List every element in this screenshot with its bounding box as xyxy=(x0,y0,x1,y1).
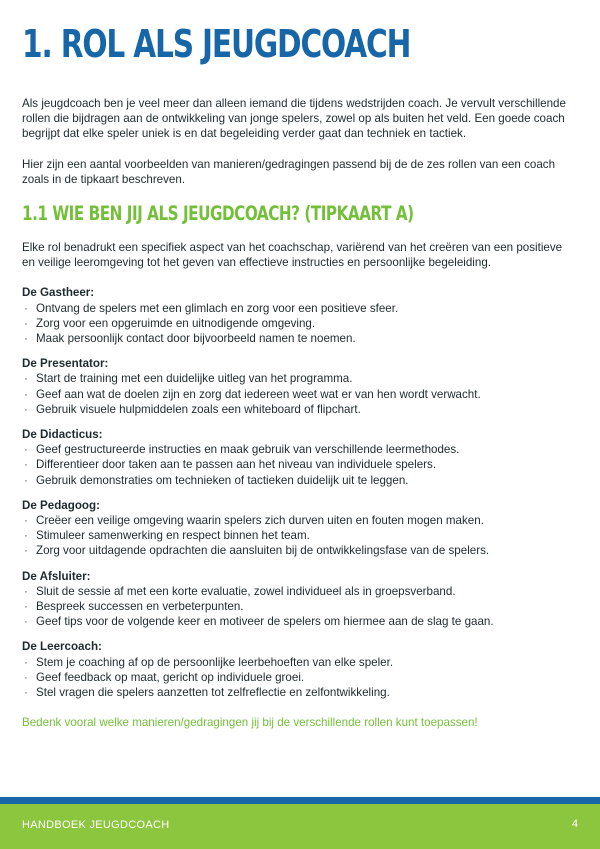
list-item: · Bespreek successen en verbeterpunten. xyxy=(24,600,244,614)
list-item: · Geef feedback op maat, gericht op individuele groei. xyxy=(24,670,305,684)
footer-divider xyxy=(0,797,600,804)
section-intro: Elke rol benadrukt een specifiek aspect van het coachschap, variërend van het creëren van een positieve en veilige leeromgeving tot het geven van effectieve instructies en persoonlijke begeleiding. xyxy=(22,241,563,270)
bullet-icon: · xyxy=(24,316,28,330)
bullet-icon: · xyxy=(24,443,28,457)
list-item: · Zorg voor een opgeruimde en uitnodigende omgeving. xyxy=(24,316,316,330)
list-item: · Geef aan wat de doelen zijn en zorg dat iedereen weet wat er van hen wordt verwacht. xyxy=(24,387,481,401)
bullet-icon: · xyxy=(24,458,28,472)
list-item: · Stimuleer samenwerking en respect binnen het team. xyxy=(24,529,310,543)
role-pedagoog xyxy=(22,498,570,559)
bullet-icon: · xyxy=(24,686,28,700)
list-item: · Stel vragen die spelers aanzetten tot zelfreflectie en zelfontwikkeling. xyxy=(24,686,390,700)
bullet-icon: · xyxy=(24,301,28,315)
list-item: · Ontvang de spelers met een glimlach en zorg voor een positieve sfeer. xyxy=(24,301,399,315)
list-item: · Gebruik demonstraties om technieken of tactieken duidelijk uit te leggen. xyxy=(24,473,409,487)
bullet-icon: · xyxy=(24,544,28,558)
bullet-icon: · xyxy=(24,584,28,598)
list-item: · Zorg voor uitdagende opdrachten die aansluiten bij de ontwikkelingsfase van de spelers. xyxy=(24,544,490,558)
role-presentator xyxy=(22,356,570,417)
role-gastheer xyxy=(22,285,570,346)
bullet-icon: · xyxy=(24,615,28,629)
bullet-icon: · xyxy=(24,372,28,386)
page-number: 4 xyxy=(571,818,578,830)
role-didacticus xyxy=(22,427,570,488)
role-list xyxy=(22,655,570,701)
page-content xyxy=(22,96,570,731)
role-afsluiter xyxy=(22,569,570,630)
role-title: De Didacticus: xyxy=(22,428,103,442)
role-list xyxy=(22,442,570,488)
closing-note: Bedenk vooral welke manieren/gedragingen jij bij de verschillende rollen kunt toepassen! xyxy=(22,716,478,730)
role-title: De Leercoach: xyxy=(22,640,102,654)
list-item: · Start de training met een duidelijke uitleg van het programma. xyxy=(24,372,353,386)
role-list xyxy=(22,301,570,347)
list-item: · Geef gestructureerde instructies en maak gebruik van verschillende leermethodes. xyxy=(24,443,460,457)
list-item: · Stem je coaching af op de persoonlijke leerbehoeften van elke speler. xyxy=(24,655,394,669)
page-footer xyxy=(0,804,600,849)
bullet-icon: · xyxy=(24,600,28,614)
page-title: 1. ROL ALS JEUGDCOACH xyxy=(22,22,411,66)
bullet-icon: · xyxy=(24,529,28,543)
list-item: · Differentieer door taken aan te passen aan het niveau van individuele spelers. xyxy=(24,458,437,472)
role-title: De Presentator: xyxy=(22,357,109,371)
role-list xyxy=(22,513,570,559)
role-title: De Afsluiter: xyxy=(22,569,91,583)
bullet-icon: · xyxy=(24,655,28,669)
bullet-icon: · xyxy=(24,402,28,416)
list-item: · Creëer een veilige omgeving waarin spelers zich durven uiten en fouten mogen maken. xyxy=(24,514,484,528)
bullet-icon: · xyxy=(24,670,28,684)
intro-paragraph: Hier zijn een aantal voorbeelden van manieren/gedragingen passend bij de de zes rollen van een coach zoals in de tipkaart beschreven. xyxy=(22,157,556,186)
role-list xyxy=(22,584,570,630)
bullet-icon: · xyxy=(24,332,28,346)
role-title: De Gastheer: xyxy=(22,286,95,300)
list-item: · Maak persoonlijk contact door bijvoorbeeld namen te noemen. xyxy=(24,332,356,346)
bullet-icon: · xyxy=(24,514,28,528)
intro-paragraph: Als jeugdcoach ben je veel meer dan alleen iemand die tijdens wedstrijden coach. Je vervult verschillende rollen die bijdragen aan de ontwikkeling van jonge spelers, zowel op als buiten het veld. Een goede coach begrijpt dat elke speler uniek is en dat begeleiding verder gaat dan techniek en tactiek. xyxy=(22,97,566,141)
role-list xyxy=(22,371,570,417)
footer-title: HANDBOEK JEUGDCOACH xyxy=(22,819,170,831)
list-item: · Sluit de sessie af met een korte evaluatie, zowel individueel als in groepsverband. xyxy=(24,584,456,598)
role-title: De Pedagoog: xyxy=(22,498,100,512)
bullet-icon: · xyxy=(24,387,28,401)
role-leercoach xyxy=(22,639,570,700)
list-item: · Gebruik visuele hulpmiddelen zoals een whiteboard of flipchart. xyxy=(24,402,361,416)
section-title: 1.1 WIE BEN JIJ ALS JEUGDCOACH? (TIPKAART A) xyxy=(22,202,414,226)
list-item: · Geef tips voor de volgende keer en motiveer de spelers om hiermee aan de slag te gaan. xyxy=(24,615,494,629)
bullet-icon: · xyxy=(24,473,28,487)
